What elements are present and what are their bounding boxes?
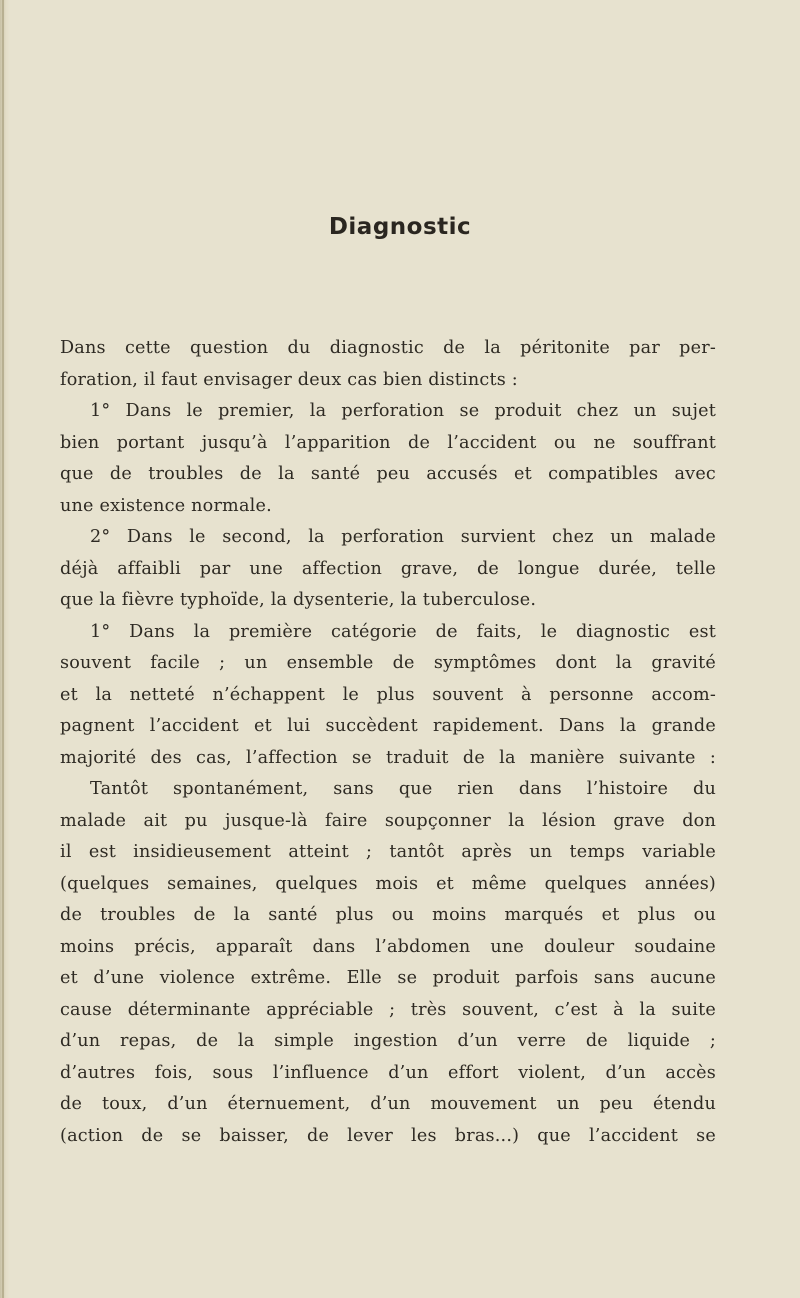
text-line: et d’une violence extrême. Elle se produit parfois sans aucune [60, 968, 716, 988]
page-binding-edge [0, 0, 10, 1298]
text-line: bien portant jusqu’à l’apparition de l’accident ou ne souffrant [60, 432, 716, 453]
text-line: d’un repas, de la simple ingestion d’un verre de liquide ; [60, 1031, 716, 1051]
text-line: de toux, d’un éternuement, d’un mouvement un peu étendu [60, 1094, 716, 1114]
text-line: 1° Dans la première catégorie de faits, le diagnostic est [90, 621, 716, 642]
text-line: majorité des cas, l’affection se traduit de la manière suivante : [60, 747, 716, 768]
text-line: foration, il faut envisager deux cas bien distincts : [60, 369, 518, 390]
text-line: (action de se baisser, de lever les bras...) que l’accident se [60, 1125, 716, 1146]
page-title: Diagnostic [328, 214, 472, 240]
text-line: déjà affaibli par une affection grave, de longue durée, telle [60, 558, 716, 579]
text-line: souvent facile ; un ensemble de symptômes dont la gravité [60, 653, 716, 673]
text-line: malade ait pu jusque-là faire soupçonner la lésion grave don [60, 810, 716, 831]
text-line: de troubles de la santé plus ou moins marqués et plus ou [60, 905, 716, 925]
text-line: il est insidieusement atteint ; tantôt après un temps variable [60, 842, 716, 862]
text-line: que la fièvre typhoïde, la dysenterie, la tuberculose. [60, 590, 537, 610]
text-line: (quelques semaines, quelques mois et même quelques années) [60, 873, 716, 894]
text-line: 1° Dans le premier, la perforation se produit chez un sujet [90, 401, 716, 421]
text-line: que de troubles de la santé peu accusés et compatibles avec [60, 464, 716, 484]
body-text [60, 333, 716, 1152]
text-line: et la netteté n’échappent le plus souvent à personne accom- [60, 684, 716, 705]
text-line: Dans cette question du diagnostic de la péritonite par per- [60, 338, 716, 358]
text-line: pagnent l’accident et lui succèdent rapidement. Dans la grande [60, 716, 716, 736]
text-line: une existence normale. [60, 495, 272, 516]
text-line: 2° Dans le second, la perforation survient chez un malade [90, 527, 716, 547]
text-line: Tantôt spontanément, sans que rien dans l’histoire du [90, 779, 716, 799]
text-line: cause déterminante appréciable ; très souvent, c’est à la suite [60, 999, 716, 1020]
text-line: d’autres fois, sous l’influence d’un effort violent, d’un accès [60, 1062, 716, 1083]
text-line: moins précis, apparaît dans l’abdomen une douleur soudaine [60, 936, 716, 957]
